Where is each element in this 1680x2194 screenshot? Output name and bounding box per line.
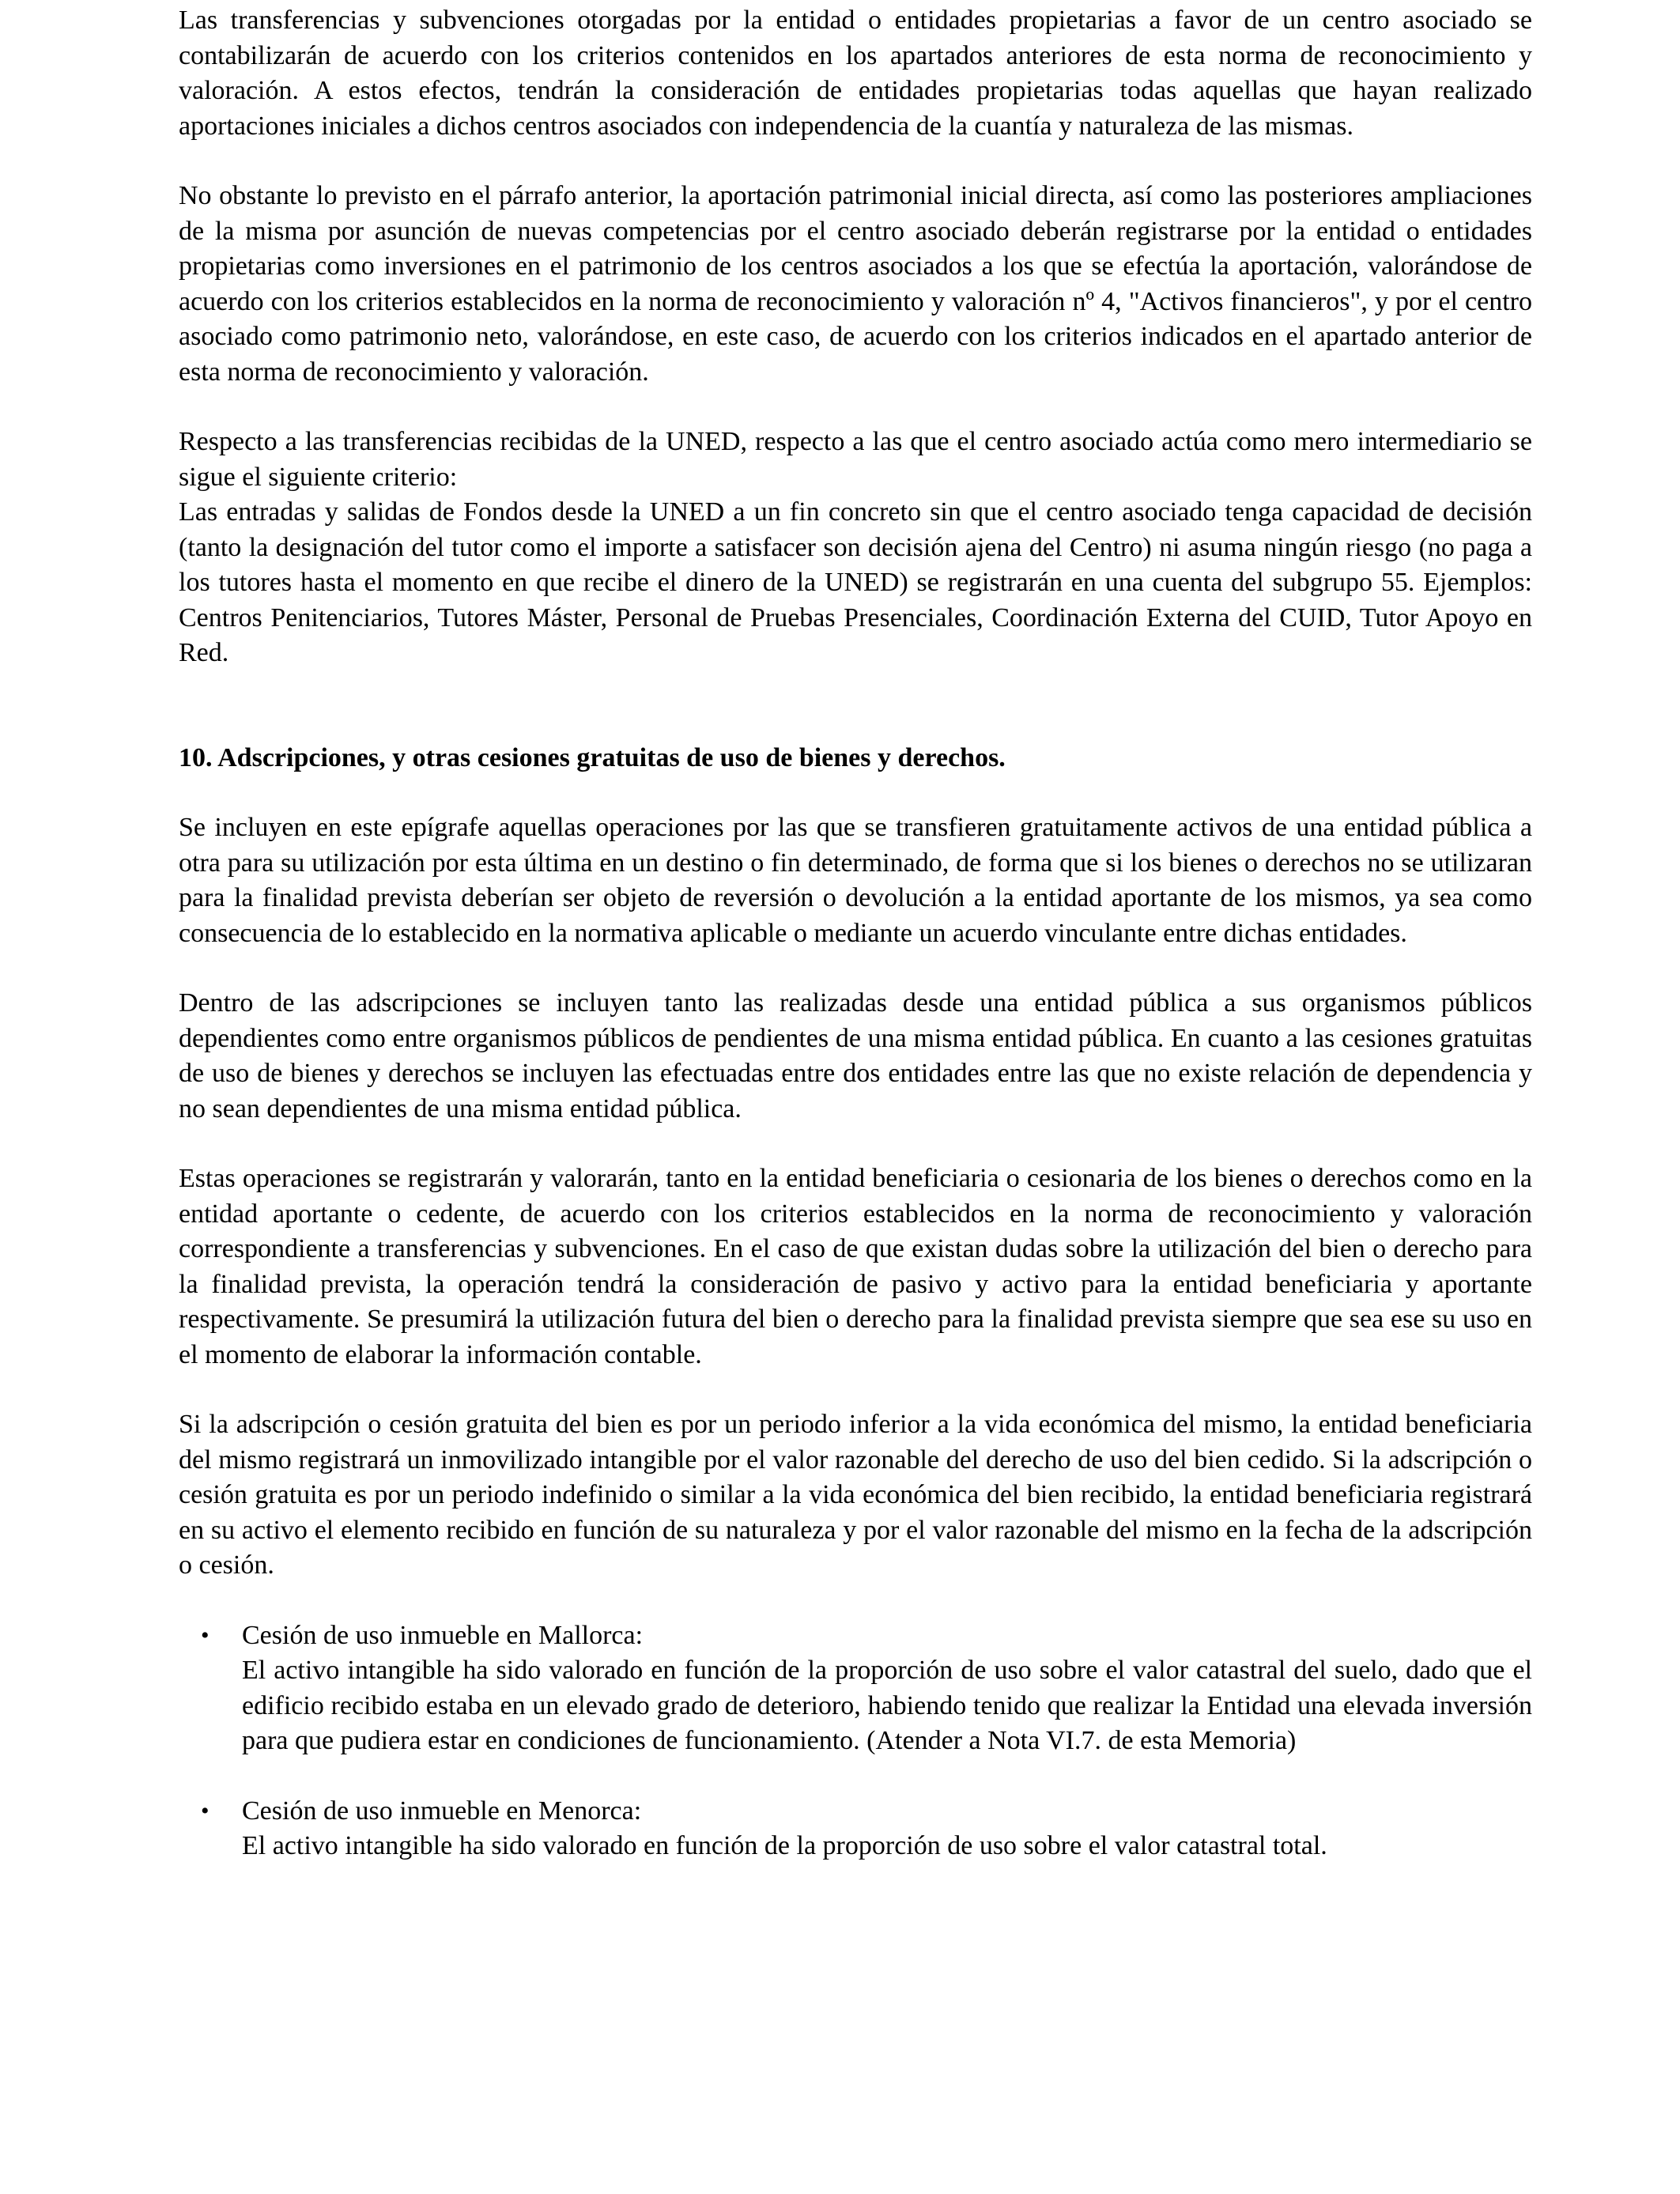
list-item-menorca: [179, 1794, 1532, 1864]
paragraph-fondos-uned: Las entradas y salidas de Fondos desde la UNED a un fin concreto sin que el centro asociado tenga capacidad de decisión (tanto la designación del tutor como el importe a satisfacer son decisión ajena del Centro) ni asuma ningún riesgo (no paga a los tutores hasta el momento en que recibe el dinero de la UNED) se registrarán en una cuenta del subgrupo 55. Ejemplos: Centros Penitenciarios, Tutores Máster, Personal de Pruebas Presenciales, Coordinación Externa del CUID, Tutor Apoyo en Red.: [179, 497, 1532, 667]
document-page: [179, 3, 1532, 1864]
paragraph-transferencias: Las transferencias y subvenciones otorgadas por la entidad o entidades propietarias a favor de un centro asociado se contabilizarán de acuerdo con los criterios contenidos en los apartados anteriores de esta norma de reconocimiento y valoración. A estos efectos, tendrán la consideración de entidades propietarias todas aquellas que hayan realizado aportaciones iniciales a dichos centros asociados con independencia de la cuantía y naturaleza de las mismas.: [179, 6, 1532, 141]
bullet-icon: •: [201, 1622, 210, 1648]
paragraph-registro-valoracion: Estas operaciones se registrarán y valorarán, tanto en la entidad beneficiaria o cesionaria de los bienes o derechos como en la entidad aportante o cedente, de acuerdo con los criterios establecidos en la norma de reconocimiento y valoración correspondiente a transferencias y subvenciones. En el caso de que existan dudas sobre la utilización del bien o derecho para la finalidad prevista, la operación tendrá la consideración de pasivo y activo para la entidad beneficiaria y aportante respectivamente. Se presumirá la utilización futura del bien o derecho para la finalidad prevista siempre que sea ese su uso en el momento de elaborar la información contable.: [179, 1164, 1532, 1369]
paragraph-adscripciones: Dentro de las adscripciones se incluyen tanto las realizadas desde una entidad pública a sus organismos públicos dependientes como entre organismos públicos de pendientes de una misma entidad pública. En cuanto a las cesiones gratuitas de uso de bienes y derechos se incluyen las efectuadas entre dos entidades entre las que no existe relación de dependencia y no sean dependientes de una misma entidad pública.: [179, 988, 1532, 1123]
list-item-text: El activo intangible ha sido valorado en función de la proporción de uso sobre el valor catastral total.: [242, 1831, 1327, 1860]
paragraph-transferencias-uned: Respecto a las transferencias recibidas de la UNED, respecto a las que el centro asociado actúa como mero intermediario se sigue el siguiente criterio:: [179, 427, 1532, 492]
cesiones-list: [179, 1618, 1532, 1864]
paragraph-epigrafe: Se incluyen en este epígrafe aquellas operaciones por las que se transfieren gratuitamente activos de una entidad pública a otra para su utilización por esta última en un destino o fin determinado, de forma que si los bienes o derechos no se utilizaran para la finalidad prevista deberían ser objeto de reversión o devolución a la entidad aportante de los mismos, ya sea como consecuencia de lo establecido en la normativa aplicable o mediante un acuerdo vinculante entre dichas entidades.: [179, 813, 1532, 948]
list-item-text: El activo intangible ha sido valorado en función de la proporción de uso sobre el valor catastral del suelo, dado que el edificio recibido estaba en un elevado grado de deterioro, habiendo tenido que realizar la Entidad una elevada inversión para que pudiera estar en condiciones de funcionamiento. (Atender a Nota VI.7. de esta Memoria): [242, 1656, 1532, 1755]
paragraph-aportacion-patrimonial: No obstante lo previsto en el párrafo anterior, la aportación patrimonial inicial directa, así como las posteriores ampliaciones de la misma por asunción de nuevas competencias por el centro asociado deberán registrarse por la entidad o entidades propietarias como inversiones en el patrimonio de los centros asociados a los que se efectúa la aportación, valorándose de acuerdo con los criterios establecidos en la norma de reconocimiento y valoración nº 4, "Activos financieros", y por el centro asociado como patrimonio neto, valorándose, en este caso, de acuerdo con los criterios indicados en el apartado anterior de esta norma de reconocimiento y valoración.: [179, 181, 1532, 387]
list-item-title: Cesión de uso inmueble en Mallorca:: [242, 1620, 644, 1650]
bullet-icon: •: [201, 1797, 210, 1824]
paragraph-periodo-cesion: Si la adscripción o cesión gratuita del bien es por un periodo inferior a la vida económica del mismo, la entidad beneficiaria del mismo registrará un inmovilizado intangible por el valor razonable del derecho de uso del bien cedido. Si la adscripción o cesión gratuita es por un periodo indefinido o similar a la vida económica del bien recibido, la entidad beneficiaria registrará en su activo el elemento recibido en función de su naturaleza y por el valor razonable del mismo en la fecha de la adscripción o cesión.: [179, 1410, 1532, 1580]
list-item-title: Cesión de uso inmueble en Menorca:: [242, 1796, 642, 1826]
list-item-mallorca: [179, 1618, 1532, 1759]
section-heading: 10. Adscripciones, y otras cesiones gratuitas de uso de bienes y derechos.: [179, 742, 1006, 772]
